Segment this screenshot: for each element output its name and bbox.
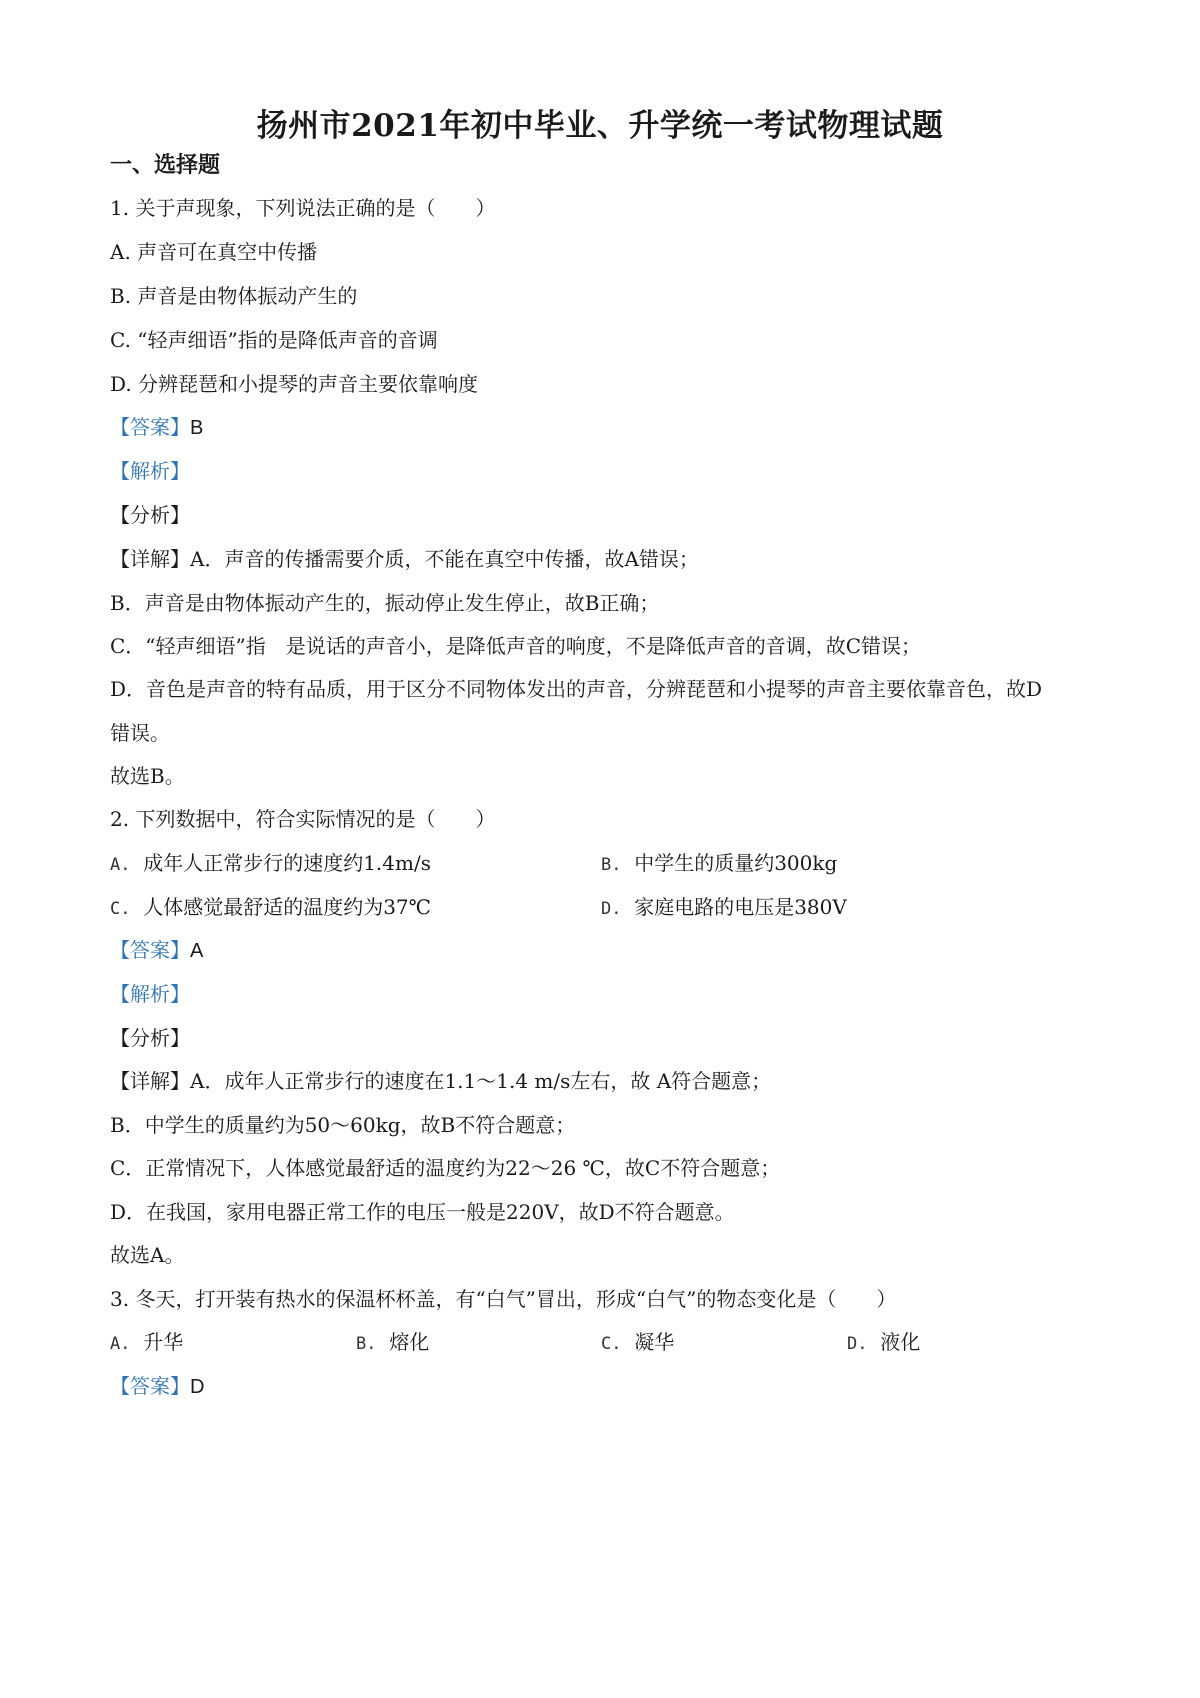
q1-option-d: D. 分辨琵琶和小提琴的声音主要依靠响度 — [110, 372, 479, 396]
q3-stem: 3. 冬天，打开装有热水的保温杯杯盖，有“白气”冒出，形成“白气”的物态变化是（ ） — [110, 1287, 897, 1311]
q1-conclusion: 故选B。 — [110, 764, 185, 788]
q1-analysis-tag: 【解析】 — [110, 459, 190, 483]
q1-fenxi: 【分析】 — [110, 503, 190, 527]
q2-stem: 2. 下列数据中，符合实际情况的是（ ） — [110, 807, 496, 831]
answer-value: B — [190, 417, 204, 439]
option-letter: D. — [847, 1334, 868, 1354]
detail-text: A．成年人正常步行的速度在1.1～1.4 m/s左右，故 A符合题意； — [190, 1069, 772, 1093]
q2-detail-line: C．正常情况下，人体感觉最舒适的温度约为22～26 ℃，故C不符合题意； — [110, 1156, 781, 1180]
detail-tag: 【详解】 — [110, 547, 190, 571]
option-text: 中学生的质量约300kg — [634, 851, 838, 875]
q1-detail-line: B．声音是由物体振动产生的，振动停止发生停止，故B正确； — [110, 591, 660, 615]
detail-tag: 【详解】 — [110, 1069, 190, 1093]
answer-tag: 【答案】 — [110, 938, 190, 962]
q2-option-c — [110, 892, 431, 924]
q1-answer — [110, 412, 203, 443]
q1-option-a: A. 声音可在真空中传播 — [110, 240, 318, 264]
q2-fenxi: 【分析】 — [110, 1026, 190, 1050]
option-letter: C. — [110, 899, 131, 919]
option-text: 成年人正常步行的速度约1.4m/s — [143, 851, 431, 875]
section-heading: 一、选择题 — [110, 152, 221, 178]
answer-tag: 【答案】 — [110, 1374, 190, 1398]
q1-option-b: B. 声音是由物体振动产生的 — [110, 284, 358, 308]
detail-text: A．声音的传播需要介质，不能在真空中传播，故A错误； — [190, 547, 699, 571]
q3-option-a — [110, 1327, 183, 1359]
option-text: 凝华 — [634, 1330, 675, 1354]
option-text: 人体感觉最舒适的温度约为37℃ — [143, 895, 432, 919]
option-letter: B. — [356, 1334, 377, 1354]
q1-detail-line: 错误。 — [110, 721, 170, 745]
q1-detail-line: D．音色是声音的特有品质，用于区分不同物体发出的声音，分辨琵琶和小提琴的声音主要依靠音色，故D — [110, 677, 1043, 701]
page-title: 扬州市2021年初中毕业、升学统一考试物理试题 — [256, 108, 944, 144]
option-text: 熔化 — [389, 1330, 430, 1354]
q3-option-b — [356, 1327, 429, 1359]
q3-answer — [110, 1371, 204, 1402]
q2-answer — [110, 935, 203, 966]
option-text: 液化 — [880, 1330, 921, 1354]
answer-tag: 【答案】 — [110, 415, 190, 439]
q2-conclusion: 故选A。 — [110, 1243, 185, 1267]
answer-value: D — [190, 1376, 205, 1398]
q3-option-c — [601, 1327, 674, 1359]
option-letter: D. — [601, 899, 622, 919]
q2-detail-line: D．在我国，家用电器正常工作的电压一般是220V，故D不符合题意。 — [110, 1200, 735, 1224]
q1-option-c: C. “轻声细语”指的是降低声音的音调 — [110, 328, 438, 352]
q2-analysis-tag: 【解析】 — [110, 982, 190, 1006]
answer-value: A — [190, 940, 204, 962]
q2-option-b — [601, 848, 837, 880]
q1-detail-line — [110, 544, 699, 574]
q2-option-d — [601, 892, 847, 924]
q3-option-d — [847, 1327, 920, 1359]
q1-detail-line: C．“轻声细语”指 是说话的声音小，是降低声音的响度，不是降低声音的音调，故C错误； — [110, 634, 922, 658]
q2-detail-line — [110, 1066, 771, 1096]
q2-option-a — [110, 848, 431, 880]
option-letter: C. — [601, 1334, 622, 1354]
q2-detail-line: B．中学生的质量约为50～60kg，故B不符合题意； — [110, 1113, 576, 1137]
option-letter: A. — [110, 855, 131, 875]
option-letter: A. — [110, 1334, 131, 1354]
option-text: 升华 — [143, 1330, 184, 1354]
q1-stem: 1. 关于声现象，下列说法正确的是（ ） — [110, 196, 496, 220]
option-letter: B. — [601, 855, 622, 875]
option-text: 家庭电路的电压是380V — [634, 895, 847, 919]
